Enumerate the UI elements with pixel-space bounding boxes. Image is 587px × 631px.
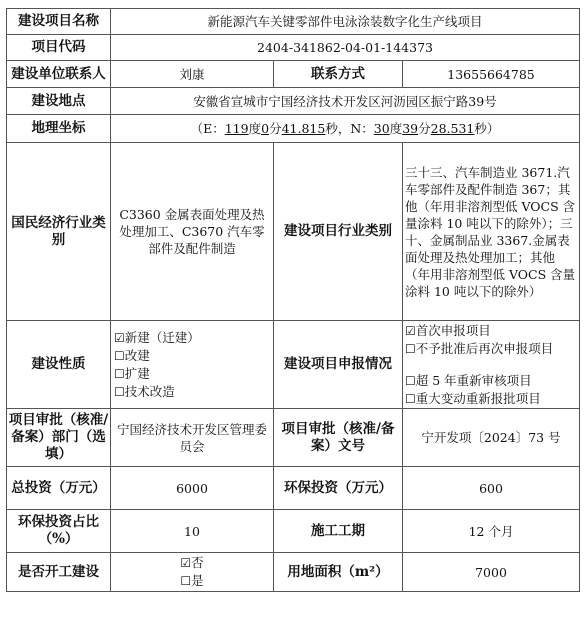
checkbox-unchecked-icon: ☐ [180, 574, 192, 588]
coords-open: （E： [190, 121, 225, 136]
started-option-yes[interactable] [114, 572, 270, 590]
checkbox-unchecked-icon: ☐ [405, 391, 416, 406]
coords-e-min: 0 [261, 121, 270, 136]
declare-option-label: 首次申报项目 [415, 322, 491, 338]
location-label: 建设地点 [7, 88, 111, 115]
checkbox-checked-icon: ☑ [180, 556, 192, 570]
row-coords [7, 115, 580, 143]
nature-option-expand[interactable] [114, 365, 270, 383]
approval-doc-label: 项目审批（核准/备案）文号 [274, 409, 403, 467]
row-project-name [7, 9, 580, 35]
env-investment-value: 600 [403, 467, 580, 510]
ratio-label: 环保投资占比（%） [7, 510, 111, 553]
started-option-no[interactable] [114, 554, 270, 572]
coords-min-unit-1: 分 [269, 121, 282, 136]
contact-method-value: 13655664785 [403, 61, 580, 88]
coords-n-deg: 30 [373, 121, 390, 136]
contact-value: 刘康 [111, 61, 274, 88]
declare-option-label: 超 5 年重新审核项目 [415, 372, 532, 388]
nature-option-new[interactable] [114, 329, 270, 347]
row-approval [7, 409, 580, 467]
coords-min-unit-2: 分 [418, 121, 431, 136]
area-label: 用地面积（m²） [274, 553, 403, 592]
row-nature [7, 321, 580, 409]
checkbox-unchecked-icon: ☐ [405, 341, 416, 356]
nature-options [111, 321, 274, 409]
contact-method-label: 联系方式 [274, 61, 403, 88]
nature-option-label: 新建（迁建） [124, 329, 200, 345]
location-value: 安徽省宣城市宁国经济技术开发区河沥园区振宁路39号 [111, 88, 580, 115]
nature-option-rebuild[interactable] [114, 347, 270, 365]
coords-n-min: 39 [402, 121, 419, 136]
coords-label: 地理坐标 [7, 115, 111, 143]
declare-options [403, 321, 580, 409]
checkbox-checked-icon: ☑ [114, 330, 125, 345]
declare-option-major-change[interactable] [405, 390, 577, 408]
declare-option-resubmit[interactable] [405, 340, 577, 358]
industry-category-value: 三十三、汽车制造业 3671.汽车零部件及配件制造 367；其他（年用非溶剂型低 VOCS 含量涂料 10 吨以下的除外）；三十、金属制品业 3367.金属表面处理及热处理加工；其他（年用非溶剂型低 VOCS 含量涂料 10 吨以下的除外） [403, 143, 580, 321]
nature-option-label: 技术改造 [124, 383, 175, 399]
industry-label: 国民经济行业类别 [7, 143, 111, 321]
project-name-value: 新能源汽车关键零部件电泳涂装数字化生产线项目 [111, 9, 580, 35]
industry-category-label: 建设项目行业类别 [274, 143, 403, 321]
coords-sec-unit-2: 秒） [474, 121, 500, 136]
nature-label: 建设性质 [7, 321, 111, 409]
area-value: 7000 [403, 553, 580, 592]
checkbox-unchecked-icon: ☐ [114, 348, 125, 363]
row-project-code [7, 35, 580, 61]
coords-n-sec: 28.531 [430, 121, 475, 136]
env-investment-label: 环保投资（万元） [274, 467, 403, 510]
declare-label: 建设项目申报情况 [274, 321, 403, 409]
declare-option-first[interactable] [405, 322, 577, 340]
started-options [111, 553, 274, 592]
coords-deg-unit-2: 度 [389, 121, 403, 136]
approval-doc-value: 宁开发项〔2024〕73 号 [403, 409, 580, 467]
row-location [7, 88, 580, 115]
row-ratio [7, 510, 580, 553]
row-industry [7, 143, 580, 321]
period-label: 施工工期 [274, 510, 403, 553]
spacer [405, 358, 577, 372]
row-started [7, 553, 580, 592]
project-code-value: 2404-341862-04-01-144373 [111, 35, 580, 61]
approval-value: 宁国经济技术开发区管理委员会 [111, 409, 274, 467]
coords-sec-unit-1: 秒，N： [325, 121, 374, 136]
nature-option-label: 改建 [124, 347, 150, 363]
coords-e-deg: 119 [224, 121, 249, 136]
started-label: 是否开工建设 [7, 553, 111, 592]
investment-value: 6000 [111, 467, 274, 510]
row-contact [7, 61, 580, 88]
coords-value [111, 115, 580, 143]
contact-label: 建设单位联系人 [7, 61, 111, 88]
nature-option-tech[interactable] [114, 383, 270, 401]
industry-value: C3360 金属表面处理及热处理加工、C3670 汽车零部件及配件制造 [111, 143, 274, 321]
coords-e-sec: 41.815 [281, 121, 326, 136]
started-option-label: 否 [191, 555, 204, 570]
checkbox-unchecked-icon: ☐ [114, 384, 125, 399]
project-info-table [6, 8, 580, 592]
started-option-label: 是 [191, 573, 204, 588]
checkbox-checked-icon: ☑ [405, 323, 416, 338]
declare-option-5year[interactable] [405, 372, 577, 390]
approval-label: 项目审批（核准/备案）部门（选填） [7, 409, 111, 467]
project-code-label: 项目代码 [7, 35, 111, 61]
nature-option-label: 扩建 [124, 365, 150, 381]
coords-deg-unit-1: 度 [248, 121, 262, 136]
declare-option-label: 重大变动重新报批项目 [415, 390, 541, 406]
project-name-label: 建设项目名称 [7, 9, 111, 35]
declare-option-label: 不予批准后再次申报项目 [415, 340, 554, 356]
row-investment [7, 467, 580, 510]
ratio-value: 10 [111, 510, 274, 553]
period-value: 12 个月 [403, 510, 580, 553]
investment-label: 总投资（万元） [7, 467, 111, 510]
checkbox-unchecked-icon: ☐ [114, 366, 125, 381]
checkbox-unchecked-icon: ☐ [405, 373, 416, 388]
